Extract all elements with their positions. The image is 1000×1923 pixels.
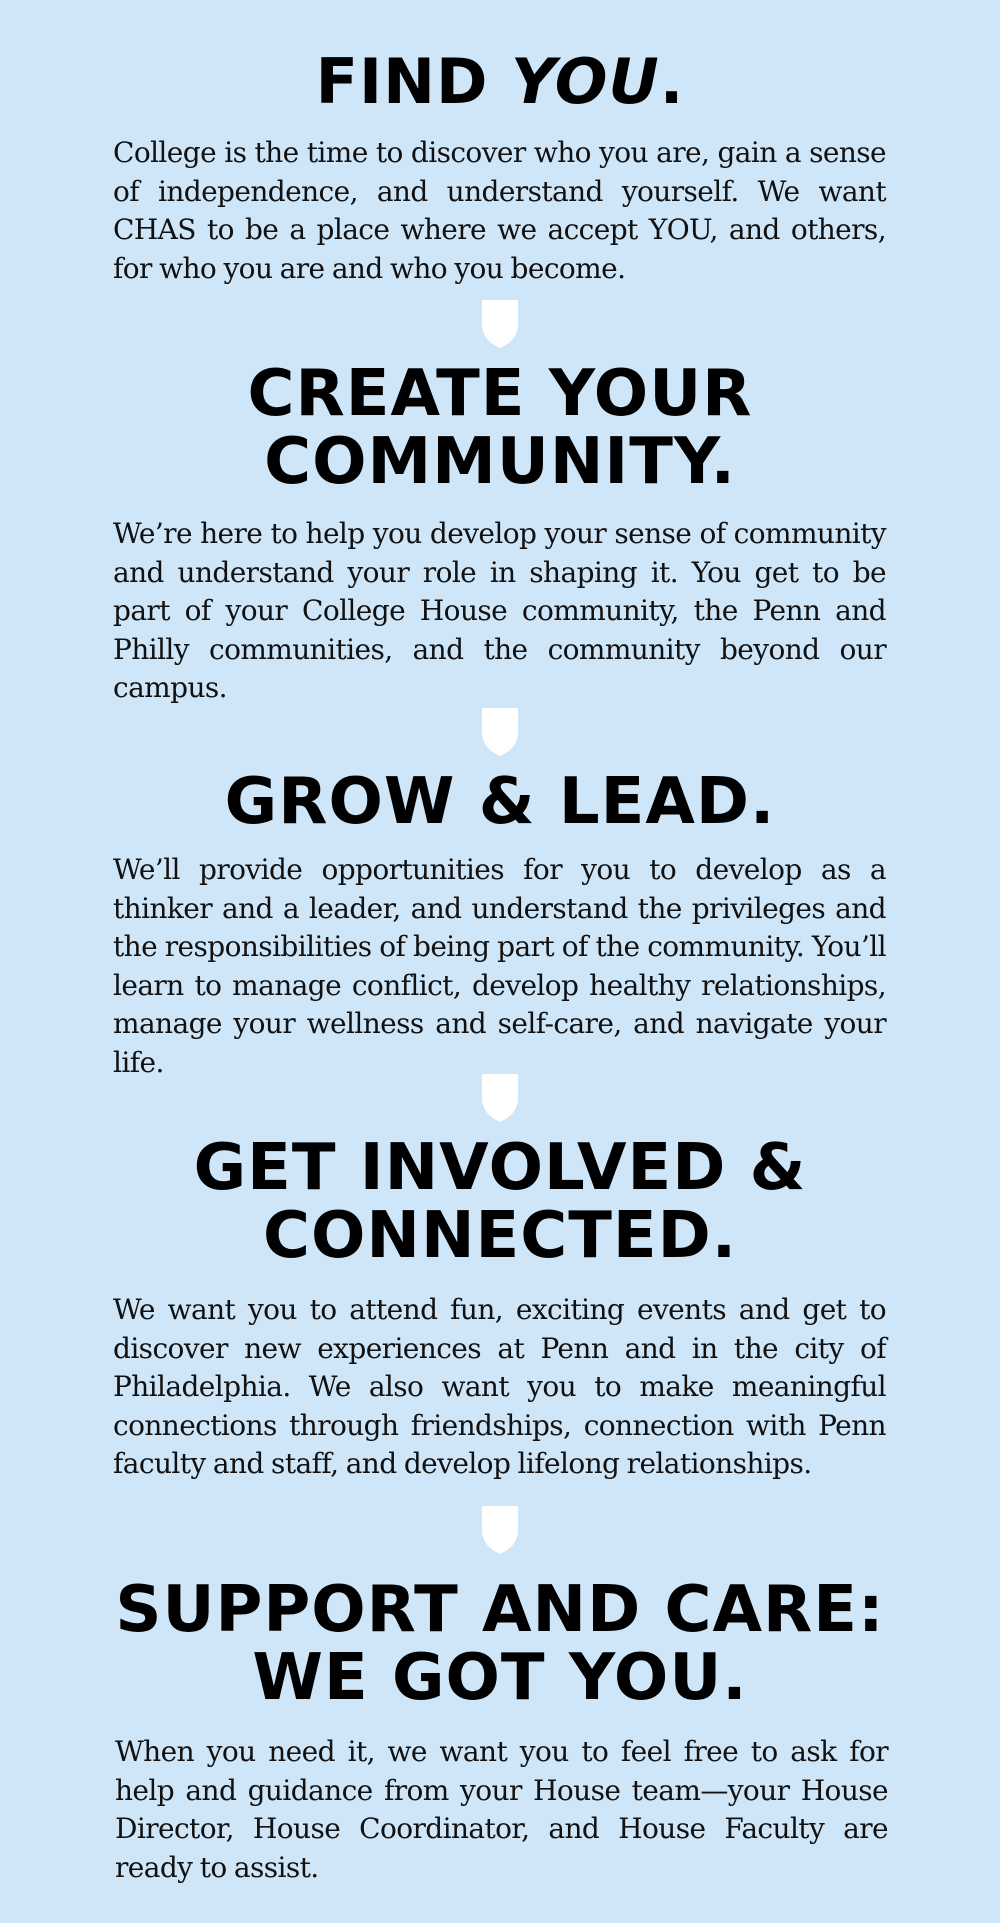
heading-find-you bbox=[0, 44, 1000, 120]
heading-create-community bbox=[0, 357, 1000, 499]
heading-line: GET INVOLVED & bbox=[193, 1131, 807, 1205]
heading-line: CREATE YOUR bbox=[247, 357, 753, 431]
section-body-create-community: We’re here to help you develop your sense of community and understand your role in shaping it. You get to be part of your College House community, the Penn and Philly communities, and the community beyond our campus. bbox=[113, 517, 886, 704]
shield-icon bbox=[482, 708, 518, 756]
section-body-support-care: When you need it, we want you to feel free to ask for help and guidance from your House team—your House Director, House Coordinator, and House Faculty are ready to assist. bbox=[115, 1735, 888, 1884]
heading-line: COMMUNITY. bbox=[264, 425, 736, 499]
heading-grow-lead bbox=[0, 764, 1000, 840]
shield-icon bbox=[482, 1506, 518, 1554]
heading-line: SUPPORT AND CARE: bbox=[115, 1573, 885, 1647]
heading-period: . bbox=[659, 45, 685, 118]
heading-emphasis: YOU bbox=[511, 45, 660, 118]
heading-line: CONNECTED. bbox=[263, 1199, 737, 1273]
heading-support-care bbox=[0, 1573, 1000, 1715]
heading-line: GROW & LEAD. bbox=[224, 765, 776, 839]
section-body-get-involved: We want you to attend fun, exciting events and get to discover new experiences at Penn and in the city of Philadelphia. We also want you to make meaningful connections through friendships, connection with Penn faculty and staff, and develop lifelong relationships. bbox=[113, 1293, 886, 1480]
section-body-grow-lead: We’ll provide opportunities for you to develop as a thinker and a leader, and understand the privileges and the responsibilities of being part of the community. You’ll learn to manage conflict, develop healthy relationships, manage your wellness and self-care, and navigate your life. bbox=[113, 853, 886, 1079]
section-body-find-you: College is the time to discover who you are, gain a sense of independence, and understand yourself. We want CHAS to be a place where we accept YOU, and others, for who you are and who you become. bbox=[113, 136, 886, 285]
heading-line: WE GOT YOU. bbox=[252, 1641, 748, 1715]
heading-text: FIND bbox=[315, 45, 512, 118]
shield-icon bbox=[482, 1074, 518, 1122]
shield-icon bbox=[482, 300, 518, 348]
heading-get-involved bbox=[0, 1131, 1000, 1273]
